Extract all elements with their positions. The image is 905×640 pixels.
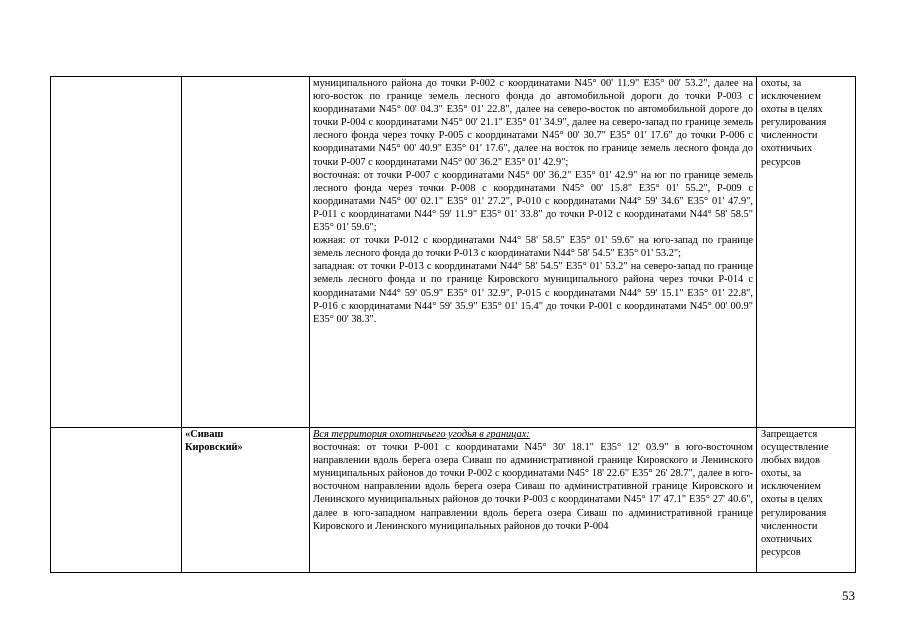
restriction-line: любых видов: [761, 455, 820, 467]
restriction-line: охоты в целях: [761, 104, 823, 116]
ground-name-line1: «Сиваш: [185, 429, 224, 440]
hunting-grounds-table: [50, 76, 856, 573]
row-number-cell: [51, 77, 182, 428]
restriction-line: ресурсов: [761, 156, 801, 168]
boundary-paragraph-east: восточная: от точки Р-007 с координатами N45° 00' 36.2" E35° 01' 42.9" на юг по границе земель лесного фонда через точки Р-008 с координатами N45° 00' 15.8" E35° 01' 55.2", Р-009 с координатами N45° 00' 02.1" E35° 01' 27.2", Р-010 с координатами N44° 59' 34.6" E35° 01' 47.9", Р-011 с координатами N44° 59' 11.9" E35° 01' 33.8" до точки Р-012 с координатами N44° 58' 58.5" E35° 01' 59.6";: [313, 169, 753, 234]
ground-name-line2: Кировский»: [185, 442, 243, 454]
restriction-line: охотничьих: [761, 533, 813, 545]
restriction-line: регулирования: [761, 507, 827, 519]
table-row: [51, 77, 856, 428]
restriction-line: исключением: [761, 481, 821, 493]
boundary-heading: Вся территория охотничьего угодья в границах:: [313, 429, 530, 440]
boundary-description-cell: [310, 428, 757, 573]
restriction-line: охоты, за: [761, 78, 802, 89]
restriction-line: регулирования: [761, 117, 827, 129]
restriction-line: исключением: [761, 91, 821, 103]
boundary-paragraph-south: южная: от точки Р-012 с координатами N44° 58' 58.5" E35° 01' 59.6" на юго-запад по границе земель лесного фонда до точки Р-013 с координатами N44° 58' 54.5" E35° 01' 53.2";: [313, 235, 753, 260]
restriction-cell: [757, 428, 856, 573]
ground-name-cell: [182, 428, 310, 573]
restriction-line: охотничьих: [761, 143, 813, 155]
page-number: 53: [842, 588, 855, 603]
restriction-line: осуществление: [761, 442, 829, 454]
boundary-paragraph-east: восточная: от точки Р-001 с координатами N45° 30' 18.1" E35° 12' 03.9" в юго-восточном направлении вдоль берега озера Сиваш по административной границе Кировского и Ленинского муниципальных районов до точки Р-002 с координатами N45° 18' 22.6" E35° 26' 28.7", далее в юго-восточном направлении вдоль берега озера Сиваш по административной границе Кировского и Ленинского муниципальных районов до точки Р-003 с координатами N45° 17' 47.1" E35° 27' 40.6", далее в юго-западном направлении вдоль берега озера Сиваш по административной границе Кировского и Ленинского муниципальных районов до точки Р-004: [313, 442, 753, 532]
restriction-line: численности: [761, 520, 818, 532]
boundary-paragraph: муниципального района до точки Р-002 с координатами N45° 00' 11.9" E35° 00' 53.2", далее на юго-восток по границе земель лесного фонда до автомобильной дороги до точки Р-003 с координатами N45° 00' 04.3" E35° 01' 22.8", далее на северо-восток по автомобильной дороге до точки Р-004 с координатами N45° 00' 21.1" E35° 01' 34.9", далее на северо-запад по границе земель лесного фонда через точку Р-005 с координатами N45° 00' 30.7" E35° 01' 17.6" до точки Р-006 с координатами N45° 00' 40.9" E35° 01' 17.6", далее на восток по границе земель лесного фонда до точки Р-007 с координатами N45° 00' 36.2" E35° 01' 42.9";: [313, 78, 753, 168]
table-row: [51, 428, 856, 573]
restriction-line: охоты, за: [761, 468, 802, 480]
restriction-line: численности: [761, 130, 818, 142]
restriction-line: охоты в целях: [761, 494, 823, 506]
restriction-line: ресурсов: [761, 546, 801, 558]
ground-name-cell: [182, 77, 310, 428]
restriction-line: Запрещается: [761, 429, 818, 440]
boundary-paragraph-west: западная: от точки Р-013 с координатами N44° 58' 54.5" E35° 01' 53.2" на северо-запад по границе земель лесного фонда и по границе Кировского муниципального района через точки Р-014 с координатами N44° 59' 05.9" E35° 01' 32.9", Р-015 с координатами N44° 59' 15.1" E35° 01' 22.8", Р-016 с координатами N44° 59' 35.9" E35° 01' 15.4" до точки Р-001 с координатами N45° 00' 00.9" E35° 00' 38.3".: [313, 261, 753, 325]
row-number-cell: [51, 428, 182, 573]
boundary-description-cell: [310, 77, 757, 428]
restriction-cell: [757, 77, 856, 428]
